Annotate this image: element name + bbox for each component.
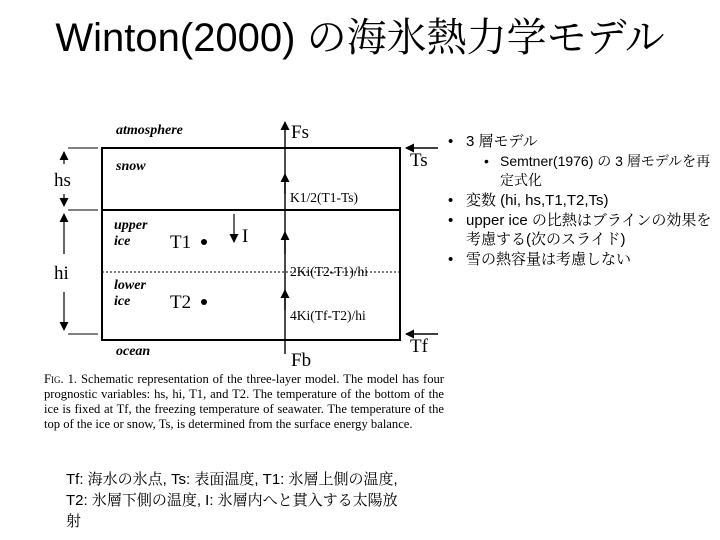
- fb-label: Fb: [291, 350, 312, 370]
- bullet-item: • 雪の熱容量は考慮しない: [448, 250, 716, 269]
- tf-label: Tf: [410, 336, 428, 357]
- bullet-subitem: • Semtner(1976) の 3 層モデルを再定式化: [484, 152, 716, 190]
- bullet-item: • 変数 (hi, hs,T1,T2,Ts): [448, 191, 716, 210]
- variable-note: Tf: 海水の氷点, Ts: 表面温度, T1: 氷層上側の温度, T2: 氷層下側の温度, I: 氷層内へと貫入する太陽放射: [66, 471, 398, 530]
- caption-text: Schematic representation of the three-layer model. The model has four prognostic variables: hs, hi, T1, and T2. The temperature of the bottom of the ice is fixed at Tf, the freezing temperature of seawater. The temperature of the top of the ice or snow, Ts, is determined from the surface energy balance.: [44, 372, 444, 431]
- bullet-list: [448, 132, 716, 270]
- ts-label: Ts: [410, 150, 428, 171]
- slide-title: Winton(2000) の海氷熱力学モデル: [55, 16, 665, 60]
- t2-label: T2: [170, 292, 192, 313]
- bullet-item: • 3 層モデル: [448, 132, 716, 151]
- hi-label: hi: [54, 263, 69, 284]
- upper-label: upper: [114, 218, 148, 233]
- t2-point: [201, 299, 207, 305]
- k4-flux-label: 4Ki(Tf-T2)/hi: [290, 308, 366, 323]
- k2-flux-label: 2Ki(T2-T1)/hi: [290, 264, 368, 279]
- lower-ice-label: ice: [114, 294, 131, 309]
- t1-label: T1: [170, 232, 192, 253]
- t1-point: [201, 239, 207, 245]
- k12-flux-label: K1/2(T1-Ts): [290, 190, 359, 205]
- figure-caption: [44, 372, 444, 432]
- i-label: I: [242, 226, 249, 247]
- hs-label: hs: [54, 170, 71, 191]
- caption-label: Fig. 1.: [44, 372, 78, 386]
- fs-label: Fs: [291, 122, 309, 143]
- upper-ice-label: ice: [114, 234, 131, 249]
- atmosphere-label: atmosphere: [116, 123, 183, 138]
- ocean-label: ocean: [116, 344, 151, 359]
- model-diagram: [44, 114, 444, 370]
- three-layer-model-figure: [44, 114, 444, 375]
- lower-label: lower: [114, 278, 146, 293]
- snow-label: snow: [116, 159, 146, 174]
- bullet-item: • upper ice の比熱はブラインの効果を考慮する(次のスライド): [448, 211, 716, 249]
